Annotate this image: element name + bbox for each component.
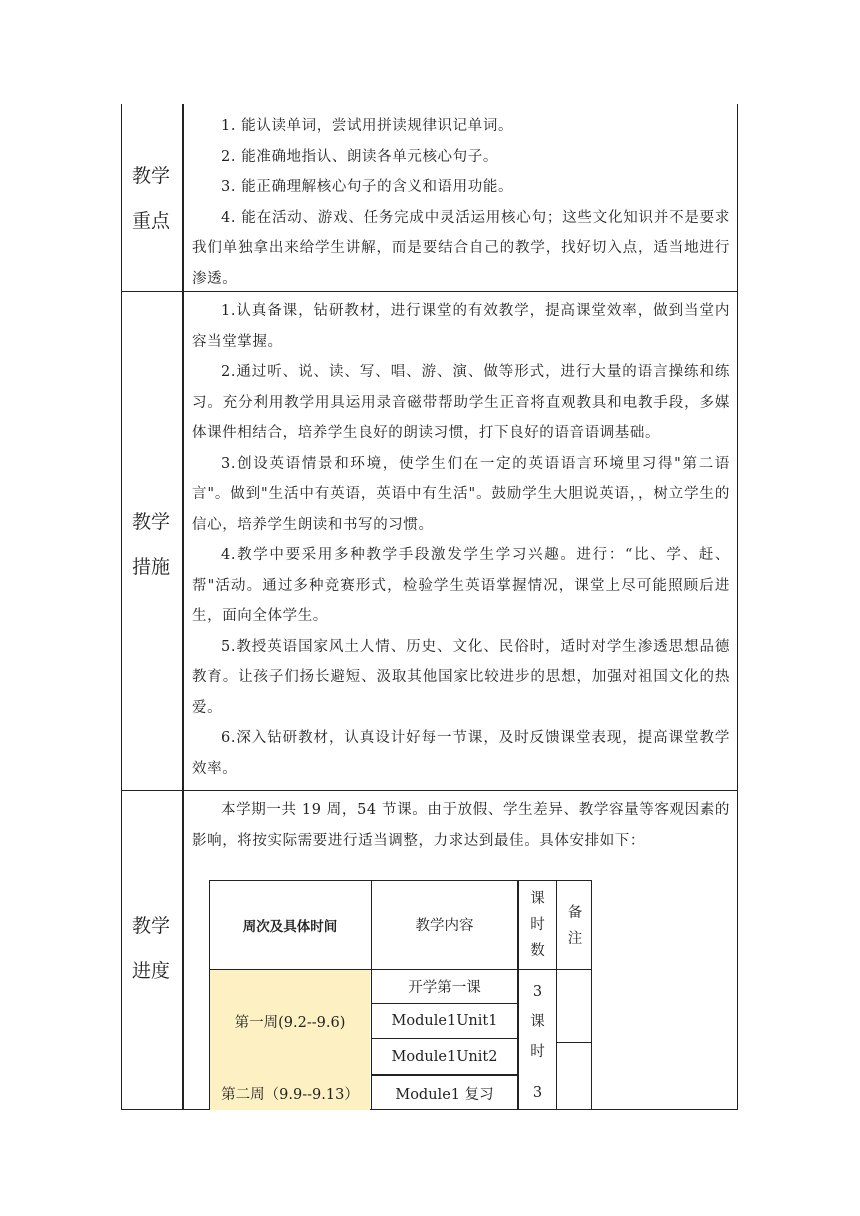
schedule-border bbox=[556, 880, 557, 1110]
paragraph: 3. 能正确理解核心句子的含义和语用功能。 bbox=[221, 179, 514, 195]
section-label-progress bbox=[121, 904, 181, 994]
week-cell: 第二周（9.9--9.13） bbox=[221, 1086, 359, 1103]
plan-table bbox=[121, 104, 738, 1110]
header-hours-char: 时 bbox=[530, 916, 545, 933]
hours-char: 课 bbox=[530, 1013, 545, 1030]
hours-cell bbox=[519, 969, 556, 1074]
paragraph: 6.深入钻研教材，认真设计好每一节课，及时反馈课堂表现，提高课堂教学效率。 bbox=[192, 730, 730, 777]
content-cell: Module1 复习 bbox=[395, 1086, 494, 1103]
header-note-char: 注 bbox=[567, 931, 583, 947]
measures-content bbox=[192, 296, 730, 784]
schedule-border bbox=[371, 1074, 518, 1076]
content-cell: Module1Unit1 bbox=[391, 1013, 498, 1029]
header-hours-char: 数 bbox=[530, 942, 545, 959]
paragraph: 5.教授英语国家风土人情、历史、文化、民俗时，适时对学生渗透思想品德教育。让孩子们扬长避短、汲取其他国家比较进步的思想，加强对祖国文化的热爱。 bbox=[192, 638, 730, 716]
schedule-border bbox=[209, 969, 592, 970]
section-label-key-points bbox=[121, 154, 181, 244]
schedule-border bbox=[591, 880, 592, 1110]
content-cell: Module1Unit2 bbox=[391, 1048, 498, 1065]
schedule-border bbox=[209, 880, 210, 1110]
paragraph: 2. 能准确地指认、朗读各单元核心句子。 bbox=[221, 148, 498, 165]
paragraph: 本学期一共 19 周，54 节课。由于放假、学生差异、教学容量等客观因素的影响，将按实际需要进行适当调整，力求达到最佳。具体安排如下： bbox=[192, 802, 730, 849]
paragraph: 2.通过听、说、读、写、唱、游、演、做等形式，进行大量的语言操练和练习。充分利用教学用具运用录音磁带帮助学生正音将直观教具和电教手段，多媒体课件相结合，培养学生良好的朗读习惯，打下良好的语音语调基础。 bbox=[192, 364, 730, 441]
section-label-line: 教学 bbox=[131, 165, 170, 187]
week-cell: 第一周(9.2--9.6) bbox=[234, 1015, 346, 1031]
hours-char: 3 bbox=[532, 983, 543, 1000]
section-label-line: 措施 bbox=[131, 556, 170, 578]
schedule-table bbox=[209, 880, 592, 1110]
row-divider-2 bbox=[121, 790, 738, 791]
schedule-border bbox=[557, 1042, 592, 1043]
header-note bbox=[558, 880, 592, 969]
section-label-line: 进度 bbox=[131, 960, 170, 982]
hours-cell: 3 bbox=[532, 1085, 543, 1101]
schedule-border bbox=[209, 880, 592, 881]
section-label-line: 重点 bbox=[131, 210, 170, 232]
header-content: 教学内容 bbox=[415, 918, 474, 934]
section-label-measures bbox=[121, 500, 181, 590]
section-label-line: 教学 bbox=[131, 511, 170, 533]
paragraph: 4.教学中要采用多种教学手段激发学生学习兴趣。进行：“比、学、赶、帮"活动。通过多种竞赛形式，检验学生英语掌握情况，课堂上尽可能照顾后进生，面向全体学生。 bbox=[192, 547, 730, 624]
section-label-line: 教学 bbox=[131, 915, 170, 937]
schedule-border bbox=[371, 1038, 518, 1039]
header-hours bbox=[519, 880, 556, 969]
table-column-divider bbox=[182, 104, 184, 1110]
header-note-char: 备 bbox=[567, 905, 583, 921]
progress-content bbox=[192, 795, 730, 856]
hours-char: 时 bbox=[530, 1043, 545, 1060]
paragraph: 4. 能在活动、游戏、任务完成中灵活运用核心句；这些文化知识并不是要求我们单独拿出来给学生讲解，而是要结合自己的教学，找好切入点，适当地进行渗透。 bbox=[192, 209, 730, 287]
paragraph: 3.创设英语情景和环境，使学生们在一定的英语语言环境里习得"第二语言"。做到"生活中有英语，英语中有生活"。鼓励学生大胆说英语，，树立学生的信心，培养学生朗读和书写的习惯。 bbox=[192, 455, 730, 533]
header-hours-char: 课 bbox=[530, 890, 545, 907]
paragraph: 1.认真备课，钻研教材，进行课堂的有效教学，提高课堂效率，做到当堂内容当堂掌握。 bbox=[192, 303, 730, 350]
table-right-border bbox=[737, 104, 738, 1110]
paragraph: 1. 能认读单词，尝试用拼读规律识记单词。 bbox=[221, 118, 514, 134]
schedule-border bbox=[371, 1003, 518, 1004]
content-cell: 开学第一课 bbox=[408, 979, 481, 996]
key-points-content bbox=[192, 111, 730, 294]
header-week: 周次及具体时间 bbox=[242, 918, 338, 935]
